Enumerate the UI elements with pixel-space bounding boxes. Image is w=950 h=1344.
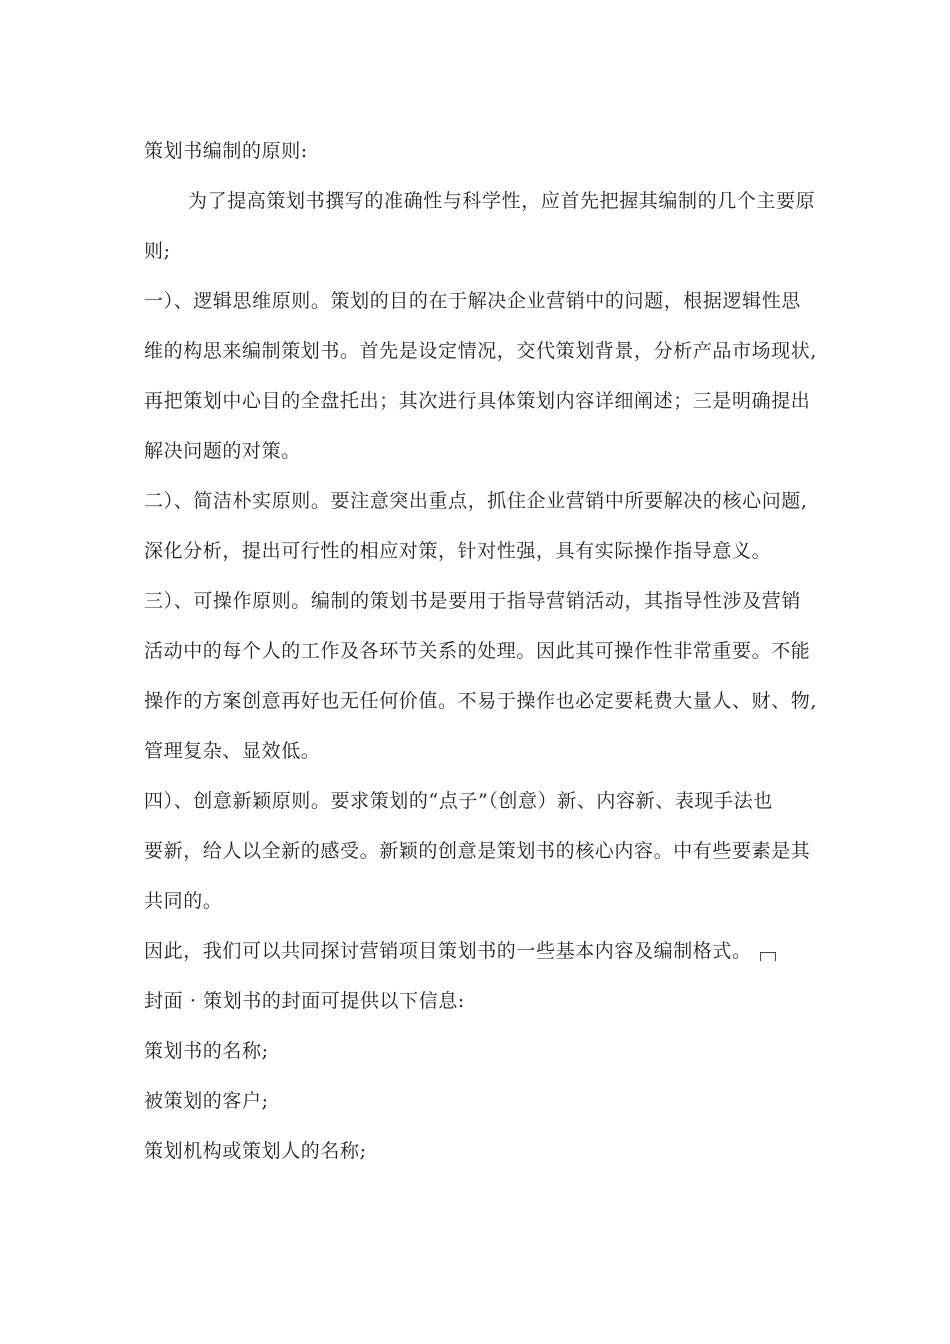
paragraph-line: 为了提高策划书撰写的准确性与科学性，应首先把握其编制的几个主要原 [188, 190, 816, 212]
paragraph-line: 操作的方案创意再好也无任何价值。不易于操作也必定要耗费大量人、财、物, [144, 690, 818, 712]
paragraph-line: 深化分析，提出可行性的相应对策，针对性强，具有实际操作指导意义。 [144, 540, 772, 562]
paragraph-line: 解决问题的对策。 [144, 440, 301, 462]
paragraph-text: 因此，我们可以共同探讨营销项目策划书的一些基本内容及编制格式。 [144, 940, 752, 962]
paragraph-line: 维的构思来编制策划书。首先是设定情况，交代策划背景，分析产品市场现状, [144, 340, 818, 362]
paragraph-line: 四）、创意新颖原则。要求策划的“点子”（创意）新、内容新、表现手法也 [144, 790, 773, 812]
cover-info-item: 策划机构或策划人的名称; [144, 1140, 367, 1162]
paragraph-line: 再把策划中心目的全盘托出；其次进行具体策划内容详细阐述；三是明确提出 [144, 390, 811, 412]
section-heading: 策划书编制的原则: [144, 140, 308, 162]
paragraph-line: 二）、简洁朴实原则。要注意突出重点，抓住企业营销中所要解决的核心问题, [144, 490, 808, 512]
cover-info-item: 策划书的名称; [144, 1040, 269, 1062]
cover-info-line: 封面 · 策划书的封面可提供以下信息: [144, 990, 465, 1012]
cover-info-item: 被策划的客户; [144, 1090, 269, 1112]
paragraph-line: 则; [144, 240, 171, 262]
paragraph-line: 共同的。 [144, 890, 223, 912]
paragraph-line: 管理复杂、显效低。 [144, 740, 321, 762]
paragraph-line: 三）、可操作原则。编制的策划书是要用于指导营销活动，其指导性涉及营销 [144, 590, 801, 612]
paragraph-line: 活动中的每个人的工作及各环节关系的处理。因此其可操作性非常重要。不能 [144, 640, 811, 662]
paragraph-line: 要新，给人以全新的感受。新颖的创意是策划书的核心内容。中有些要素是其 [144, 840, 811, 862]
paragraph-end-mark-icon [760, 952, 776, 961]
paragraph-line: 一）、逻辑思维原则。策划的目的在于解决企业营销中的问题，根据逻辑性思 [144, 290, 801, 312]
paragraph-line-with-mark [144, 938, 776, 964]
